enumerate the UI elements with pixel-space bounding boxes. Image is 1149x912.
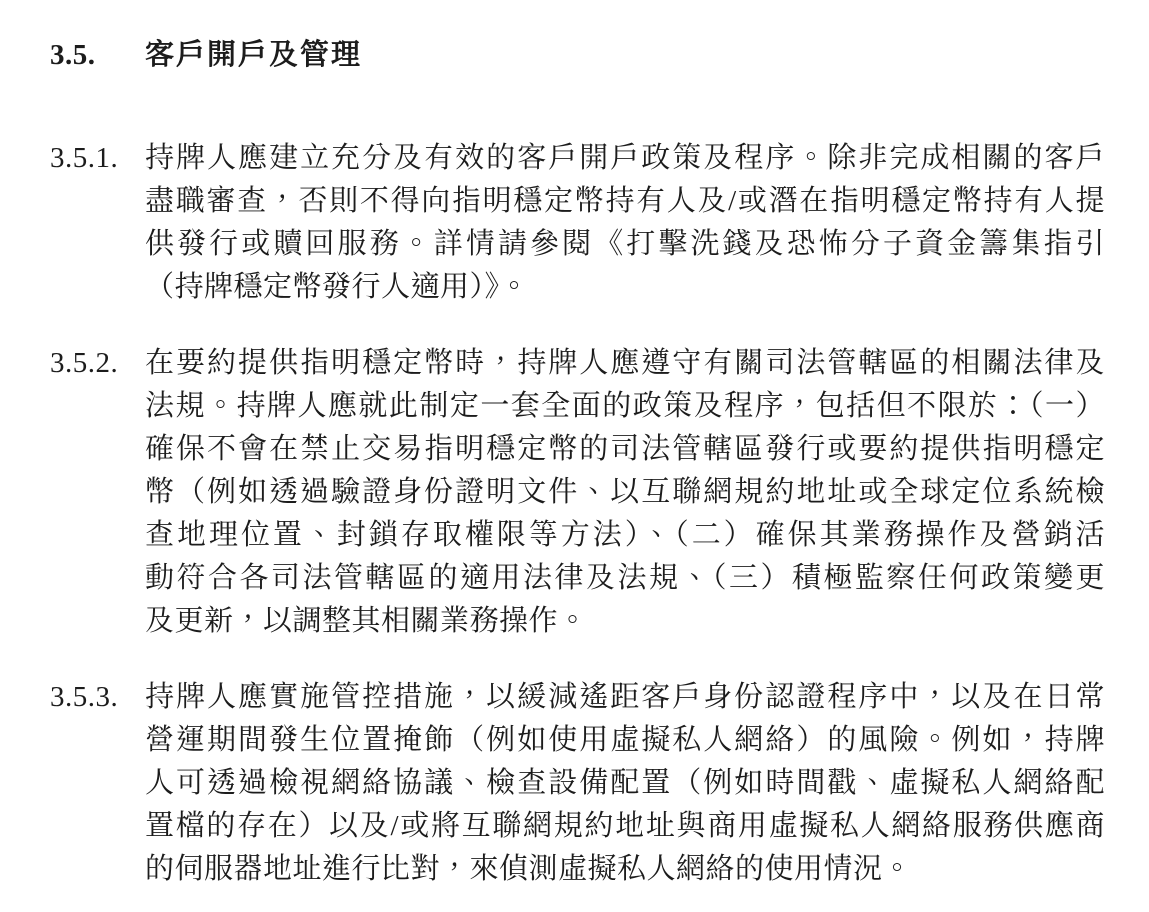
paragraph-text [145,676,1105,891]
text-line: 營運期間發生位置掩飾（例如使用虛擬私人網絡）的風險。例如，持牌 [145,724,1105,756]
text-line: 查地理位置、封鎖存取權限等方法）、（二）確保其業務操作及營銷活 [145,519,1105,551]
text-line: 幣（例如透過驗證身份證明文件、以互聯網規約地址或全球定位系統檢 [145,476,1105,508]
text-line: 盡職審查，否則不得向指明穩定幣持有人及/或潛在指明穩定幣持有人提 [145,185,1105,217]
text-line: 人可透過檢視網絡協議、檢查設備配置（例如時間戳、虛擬私人網絡配 [145,767,1105,799]
heading-number: 3.5. [50,39,96,71]
paragraph-3-5-3 [50,676,1105,891]
paragraph-3-5-1 [50,137,1105,309]
text-line: 在要約提供指明穩定幣時，持牌人應遵守有關司法管轄區的相關法律及 [145,347,1105,379]
text-line: 持牌人應建立充分及有效的客戶開戶政策及程序。除非完成相關的客戶 [145,142,1105,174]
text-line: 的伺服器地址進行比對，來偵測虛擬私人網絡的使用情況。 [145,853,913,885]
text-line: 法規。持牌人應就此制定一套全面的政策及程序，包括但不限於：（一） [145,390,1105,422]
paragraph-number: 3.5.2. [50,347,119,379]
paragraph-3-5-2 [50,342,1105,643]
text-line: 置檔的存在）以及/或將互聯網規約地址與商用虛擬私人網絡服務供應商 [145,810,1105,842]
text-line: 動符合各司法管轄區的適用法律及法規、（三）積極監察任何政策變更 [145,562,1105,594]
page-title: 客戶開戶及管理 [145,39,363,71]
text-line: 及更新，以調整其相關業務操作。 [145,605,588,637]
section-heading [50,34,1105,77]
text-line: 持牌人應實施管控措施，以緩減遙距客戶身份認證程序中，以及在日常 [145,681,1105,713]
paragraph-text [145,342,1105,643]
text-line: 確保不會在禁止交易指明穩定幣的司法管轄區發行或要約提供指明穩定 [145,433,1105,465]
paragraph-number: 3.5.1. [50,142,119,174]
paragraph-text [145,137,1105,309]
paragraph-number: 3.5.3. [50,681,119,713]
text-line: （持牌穩定幣發行人適用）》。 [145,271,530,303]
text-line: 供發行或贖回服務。詳情請參閱《打擊洗錢及恐怖分子資金籌集指引 [145,228,1105,260]
